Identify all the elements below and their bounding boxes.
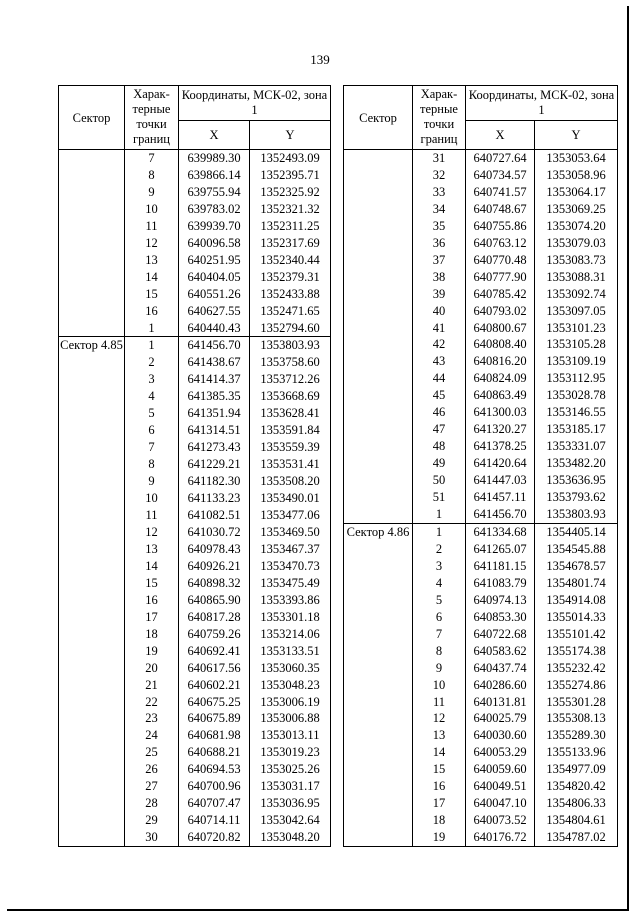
point-cell: 17 [125, 609, 179, 626]
x-cell: 640700.96 [179, 778, 250, 795]
point-cell: 16 [125, 303, 179, 320]
x-cell: 639783.02 [179, 201, 250, 218]
point-cell: 4 [413, 575, 466, 592]
table-row [59, 150, 331, 167]
point-cell: 12 [125, 235, 179, 252]
x-cell: 641447.03 [466, 472, 535, 489]
x-cell: 640583.62 [466, 643, 535, 660]
x-cell: 640785.42 [466, 286, 535, 303]
y-cell: 1355174.38 [535, 643, 618, 660]
point-cell: 43 [413, 353, 466, 370]
header-sector: Сектор [344, 86, 413, 150]
x-cell: 641378.25 [466, 438, 535, 455]
point-cell: 41 [413, 320, 466, 337]
point-cell: 1 [413, 506, 466, 523]
y-cell: 1353482.20 [535, 455, 618, 472]
point-cell: 30 [125, 829, 179, 846]
point-cell: 1 [125, 320, 179, 337]
x-cell: 640437.74 [466, 660, 535, 677]
y-cell: 1353048.23 [250, 677, 331, 694]
y-cell: 1353079.03 [535, 235, 618, 252]
x-cell: 640793.02 [466, 303, 535, 320]
y-cell: 1355274.86 [535, 677, 618, 694]
x-cell: 640675.25 [179, 694, 250, 711]
x-cell: 640617.56 [179, 660, 250, 677]
point-cell: 20 [125, 660, 179, 677]
y-cell: 1354804.61 [535, 812, 618, 829]
coordinates-table-right [343, 85, 618, 847]
x-cell: 640720.82 [179, 829, 250, 846]
x-cell: 641082.51 [179, 507, 250, 524]
point-cell: 1 [413, 523, 466, 540]
point-cell: 28 [125, 795, 179, 812]
y-cell: 1353490.01 [250, 490, 331, 507]
point-cell: 15 [125, 286, 179, 303]
y-cell: 1353092.74 [535, 286, 618, 303]
point-cell: 5 [413, 592, 466, 609]
y-cell: 1353301.18 [250, 609, 331, 626]
point-cell: 15 [413, 761, 466, 778]
y-cell: 1353712.26 [250, 371, 331, 388]
point-cell: 14 [125, 558, 179, 575]
point-cell: 33 [413, 184, 466, 201]
point-cell: 22 [125, 694, 179, 711]
header-points: Харак-терные точки границ [413, 86, 466, 150]
y-cell: 1355289.30 [535, 727, 618, 744]
x-cell: 640853.30 [466, 609, 535, 626]
point-cell: 44 [413, 370, 466, 387]
coordinates-table-left [58, 85, 331, 847]
y-cell: 1353214.06 [250, 626, 331, 643]
x-cell: 640286.60 [466, 677, 535, 694]
point-cell: 3 [413, 558, 466, 575]
point-cell: 10 [125, 201, 179, 218]
y-cell: 1353088.31 [535, 269, 618, 286]
table-row [344, 523, 618, 540]
x-cell: 641456.70 [179, 337, 250, 354]
point-cell: 17 [413, 795, 466, 812]
x-cell: 641351.94 [179, 405, 250, 422]
x-cell: 640602.21 [179, 677, 250, 694]
y-cell: 1353048.20 [250, 829, 331, 846]
x-cell: 640688.21 [179, 744, 250, 761]
x-cell: 640030.60 [466, 727, 535, 744]
point-cell: 36 [413, 235, 466, 252]
point-cell: 48 [413, 438, 466, 455]
y-cell: 1353036.95 [250, 795, 331, 812]
y-cell: 1353064.17 [535, 184, 618, 201]
x-cell: 640694.53 [179, 761, 250, 778]
x-cell: 639755.94 [179, 184, 250, 201]
x-cell: 641456.70 [466, 506, 535, 523]
point-cell: 8 [125, 167, 179, 184]
x-cell: 640817.28 [179, 609, 250, 626]
y-cell: 1352321.32 [250, 201, 331, 218]
x-cell: 640073.52 [466, 812, 535, 829]
point-cell: 9 [413, 660, 466, 677]
point-cell: 4 [125, 388, 179, 405]
table-body-left [59, 150, 331, 847]
point-cell: 18 [125, 626, 179, 643]
x-cell: 640865.90 [179, 592, 250, 609]
x-cell: 640096.58 [179, 235, 250, 252]
point-cell: 2 [413, 541, 466, 558]
page-number: 139 [310, 52, 330, 67]
y-cell: 1353006.19 [250, 694, 331, 711]
x-cell: 641133.23 [179, 490, 250, 507]
x-cell: 640627.55 [179, 303, 250, 320]
point-cell: 27 [125, 778, 179, 795]
header-y: Y [535, 121, 618, 150]
x-cell: 640722.68 [466, 626, 535, 643]
x-cell: 641229.21 [179, 456, 250, 473]
sector-cell: Сектор 4.86 [344, 523, 413, 846]
x-cell: 641457.11 [466, 489, 535, 506]
y-cell: 1355232.42 [535, 660, 618, 677]
point-cell: 11 [413, 694, 466, 711]
point-cell: 14 [413, 744, 466, 761]
y-cell: 1353028.78 [535, 387, 618, 404]
y-cell: 1353112.95 [535, 370, 618, 387]
point-cell: 19 [125, 643, 179, 660]
y-cell: 1355308.13 [535, 710, 618, 727]
y-cell: 1353793.62 [535, 489, 618, 506]
y-cell: 1355133.96 [535, 744, 618, 761]
y-cell: 1352325.92 [250, 184, 331, 201]
y-cell: 1353146.55 [535, 404, 618, 421]
x-cell: 641314.51 [179, 422, 250, 439]
x-cell: 640675.89 [179, 710, 250, 727]
point-cell: 19 [413, 829, 466, 846]
header-x: X [179, 121, 250, 150]
x-cell: 640763.12 [466, 235, 535, 252]
y-cell: 1354914.08 [535, 592, 618, 609]
y-cell: 1353508.20 [250, 473, 331, 490]
y-cell: 1353559.39 [250, 439, 331, 456]
y-cell: 1352317.69 [250, 235, 331, 252]
x-cell: 640440.43 [179, 320, 250, 337]
y-cell: 1353531.41 [250, 456, 331, 473]
header-x: X [466, 121, 535, 150]
y-cell: 1352794.60 [250, 320, 331, 337]
x-cell: 640748.67 [466, 201, 535, 218]
x-cell: 640059.60 [466, 761, 535, 778]
point-cell: 38 [413, 269, 466, 286]
point-cell: 15 [125, 575, 179, 592]
point-cell: 34 [413, 201, 466, 218]
header-sector: Сектор [59, 86, 125, 150]
y-cell: 1353058.96 [535, 167, 618, 184]
y-cell: 1352493.09 [250, 150, 331, 167]
x-cell: 641334.68 [466, 523, 535, 540]
y-cell: 1353101.23 [535, 320, 618, 337]
point-cell: 3 [125, 371, 179, 388]
y-cell: 1353470.73 [250, 558, 331, 575]
x-cell: 640759.26 [179, 626, 250, 643]
table-row [344, 150, 618, 167]
y-cell: 1353060.35 [250, 660, 331, 677]
point-cell: 37 [413, 252, 466, 269]
y-cell: 1353331.07 [535, 438, 618, 455]
point-cell: 35 [413, 218, 466, 235]
x-cell: 641420.64 [466, 455, 535, 472]
x-cell: 640863.49 [466, 387, 535, 404]
y-cell: 1353006.88 [250, 710, 331, 727]
point-cell: 12 [125, 524, 179, 541]
x-cell: 639939.70 [179, 218, 250, 235]
x-cell: 640404.05 [179, 269, 250, 286]
x-cell: 641438.67 [179, 354, 250, 371]
point-cell: 6 [125, 422, 179, 439]
y-cell: 1353636.95 [535, 472, 618, 489]
y-cell: 1353803.93 [535, 506, 618, 523]
x-cell: 639866.14 [179, 167, 250, 184]
point-cell: 49 [413, 455, 466, 472]
sector-cell: Сектор 4.85 [59, 337, 125, 847]
y-cell: 1354977.09 [535, 761, 618, 778]
x-cell: 640047.10 [466, 795, 535, 812]
point-cell: 24 [125, 727, 179, 744]
x-cell: 640800.67 [466, 320, 535, 337]
x-cell: 640131.81 [466, 694, 535, 711]
table-body-right [344, 150, 618, 847]
point-cell: 13 [125, 541, 179, 558]
point-cell: 1 [125, 337, 179, 354]
y-cell: 1353013.11 [250, 727, 331, 744]
header-y: Y [250, 121, 331, 150]
y-cell: 1353042.64 [250, 812, 331, 829]
sector-cell [344, 150, 413, 524]
x-cell: 640824.09 [466, 370, 535, 387]
point-cell: 8 [413, 643, 466, 660]
point-cell: 45 [413, 387, 466, 404]
y-cell: 1353628.41 [250, 405, 331, 422]
y-cell: 1353083.73 [535, 252, 618, 269]
x-cell: 640734.57 [466, 167, 535, 184]
sector-cell [59, 150, 125, 337]
point-cell: 10 [125, 490, 179, 507]
x-cell: 640692.41 [179, 643, 250, 660]
x-cell: 640681.98 [179, 727, 250, 744]
point-cell: 5 [125, 405, 179, 422]
y-cell: 1354405.14 [535, 523, 618, 540]
y-cell: 1355101.42 [535, 626, 618, 643]
point-cell: 13 [413, 727, 466, 744]
y-cell: 1352340.44 [250, 252, 331, 269]
y-cell: 1352379.31 [250, 269, 331, 286]
x-cell: 640707.47 [179, 795, 250, 812]
y-cell: 1353053.64 [535, 150, 618, 167]
x-cell: 640974.13 [466, 592, 535, 609]
point-cell: 32 [413, 167, 466, 184]
point-cell: 2 [125, 354, 179, 371]
point-cell: 13 [125, 252, 179, 269]
x-cell: 641265.07 [466, 541, 535, 558]
point-cell: 47 [413, 421, 466, 438]
x-cell: 640770.48 [466, 252, 535, 269]
y-cell: 1353105.28 [535, 336, 618, 353]
x-cell: 640777.90 [466, 269, 535, 286]
y-cell: 1353803.93 [250, 337, 331, 354]
x-cell: 641273.43 [179, 439, 250, 456]
point-cell: 26 [125, 761, 179, 778]
point-cell: 31 [413, 150, 466, 167]
point-cell: 10 [413, 677, 466, 694]
y-cell: 1354678.57 [535, 558, 618, 575]
point-cell: 16 [125, 592, 179, 609]
x-cell: 640808.40 [466, 336, 535, 353]
x-cell: 641320.27 [466, 421, 535, 438]
point-cell: 42 [413, 336, 466, 353]
y-cell: 1353097.05 [535, 303, 618, 320]
y-cell: 1353467.37 [250, 541, 331, 558]
y-cell: 1355301.28 [535, 694, 618, 711]
x-cell: 640898.32 [179, 575, 250, 592]
y-cell: 1353477.06 [250, 507, 331, 524]
header-coordinates: Координаты, МСК-02, зона 1 [466, 86, 618, 121]
header-coordinates: Координаты, МСК-02, зона 1 [179, 86, 331, 121]
y-cell: 1352433.88 [250, 286, 331, 303]
table-row [59, 337, 331, 354]
point-cell: 11 [125, 218, 179, 235]
x-cell: 641083.79 [466, 575, 535, 592]
point-cell: 7 [125, 150, 179, 167]
y-cell: 1354801.74 [535, 575, 618, 592]
y-cell: 1353185.17 [535, 421, 618, 438]
point-cell: 7 [125, 439, 179, 456]
y-cell: 1353031.17 [250, 778, 331, 795]
point-cell: 39 [413, 286, 466, 303]
y-cell: 1353469.50 [250, 524, 331, 541]
point-cell: 29 [125, 812, 179, 829]
y-cell: 1353069.25 [535, 201, 618, 218]
x-cell: 639989.30 [179, 150, 250, 167]
x-cell: 641300.03 [466, 404, 535, 421]
y-cell: 1353758.60 [250, 354, 331, 371]
y-cell: 1353019.23 [250, 744, 331, 761]
x-cell: 640049.51 [466, 778, 535, 795]
y-cell: 1353109.19 [535, 353, 618, 370]
y-cell: 1352471.65 [250, 303, 331, 320]
point-cell: 18 [413, 812, 466, 829]
x-cell: 641385.35 [179, 388, 250, 405]
point-cell: 50 [413, 472, 466, 489]
y-cell: 1354806.33 [535, 795, 618, 812]
point-cell: 23 [125, 710, 179, 727]
y-cell: 1353668.69 [250, 388, 331, 405]
x-cell: 640926.21 [179, 558, 250, 575]
x-cell: 640714.11 [179, 812, 250, 829]
point-cell: 46 [413, 404, 466, 421]
point-cell: 12 [413, 710, 466, 727]
x-cell: 640551.26 [179, 286, 250, 303]
point-cell: 11 [125, 507, 179, 524]
x-cell: 640741.57 [466, 184, 535, 201]
point-cell: 8 [125, 456, 179, 473]
point-cell: 16 [413, 778, 466, 795]
point-cell: 9 [125, 184, 179, 201]
y-cell: 1353591.84 [250, 422, 331, 439]
x-cell: 640727.64 [466, 150, 535, 167]
y-cell: 1354820.42 [535, 778, 618, 795]
x-cell: 640053.29 [466, 744, 535, 761]
y-cell: 1352395.71 [250, 167, 331, 184]
point-cell: 51 [413, 489, 466, 506]
point-cell: 21 [125, 677, 179, 694]
x-cell: 641181.15 [466, 558, 535, 575]
point-cell: 40 [413, 303, 466, 320]
x-cell: 640978.43 [179, 541, 250, 558]
x-cell: 641030.72 [179, 524, 250, 541]
x-cell: 640816.20 [466, 353, 535, 370]
x-cell: 640176.72 [466, 829, 535, 846]
x-cell: 641182.30 [179, 473, 250, 490]
point-cell: 9 [125, 473, 179, 490]
point-cell: 25 [125, 744, 179, 761]
y-cell: 1352311.25 [250, 218, 331, 235]
x-cell: 640251.95 [179, 252, 250, 269]
point-cell: 7 [413, 626, 466, 643]
y-cell: 1353025.26 [250, 761, 331, 778]
y-cell: 1354545.88 [535, 541, 618, 558]
y-cell: 1353074.20 [535, 218, 618, 235]
y-cell: 1355014.33 [535, 609, 618, 626]
point-cell: 14 [125, 269, 179, 286]
y-cell: 1353393.86 [250, 592, 331, 609]
x-cell: 641414.37 [179, 371, 250, 388]
y-cell: 1354787.02 [535, 829, 618, 846]
header-points: Харак-терные точки границ [125, 86, 179, 150]
y-cell: 1353475.49 [250, 575, 331, 592]
y-cell: 1353133.51 [250, 643, 331, 660]
x-cell: 640025.79 [466, 710, 535, 727]
x-cell: 640755.86 [466, 218, 535, 235]
point-cell: 6 [413, 609, 466, 626]
